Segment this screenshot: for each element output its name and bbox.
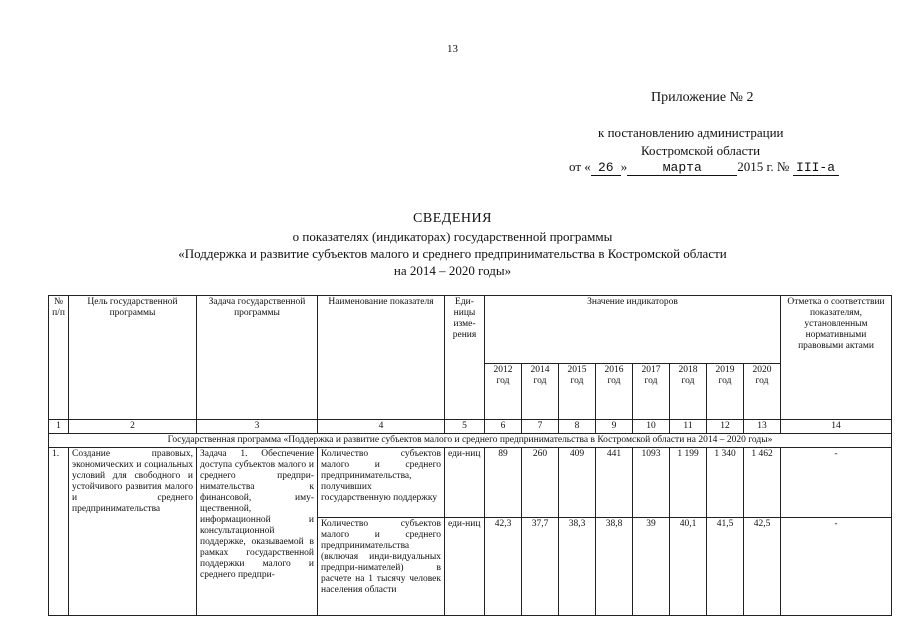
header-year: 2016 год [596, 364, 633, 420]
indicator-name: Количество субъектов малого и среднего предпринимательства (включая инди-видуальных предпри-нимателей) в расчете на 1 тысячу человек населения области [318, 518, 445, 616]
indicator-unit: еди-ниц [445, 518, 485, 616]
column-number: 13 [744, 420, 781, 434]
row-num: 1. [49, 448, 69, 616]
indicator-value: 37,7 [522, 518, 559, 616]
header-values-group: Значение индикаторов [485, 296, 781, 364]
indicator-value: 39 [633, 518, 670, 616]
header-indicator: Наименование показателя [318, 296, 445, 420]
task-cell: Задача 1. Обеспечение доступа субъектов малого и среднего предпри-нимательства к финансовой, иму-щественной, информационной и консультационной поддержке, оказываемой в рамках государственной поддержки малого и среднего предпри- [197, 448, 318, 616]
indicator-value: 41,5 [707, 518, 744, 616]
goal-cell: Создание правовых, экономических и социальных условий для свободного и устойчивого развития малого и среднего предпринимательства [69, 448, 197, 616]
document-title: СВЕДЕНИЯ [413, 211, 492, 226]
header-note: Отметка о соответствии показателям, установленным нормативными правовыми актами [781, 296, 892, 420]
indicator-value: 38,8 [596, 518, 633, 616]
column-number: 2 [69, 420, 197, 434]
date-day: 26 [591, 161, 621, 176]
indicators-table [48, 295, 892, 616]
header-unit: Еди-ницы изме-рения [445, 296, 485, 420]
indicator-note: - [781, 518, 892, 616]
column-number: 7 [522, 420, 559, 434]
indicator-note: - [781, 448, 892, 518]
indicator-value: 40,1 [670, 518, 707, 616]
indicator-value: 1 340 [707, 448, 744, 518]
header-num: № п/п [49, 296, 69, 420]
header-year: 2015 год [559, 364, 596, 420]
column-number: 14 [781, 420, 892, 434]
column-number: 11 [670, 420, 707, 434]
column-number: 10 [633, 420, 670, 434]
column-number: 6 [485, 420, 522, 434]
header-year: 2020 год [744, 364, 781, 420]
indicator-value: 42,5 [744, 518, 781, 616]
section-title: Государственная программа «Поддержка и развитие субъектов малого и среднего предпринимательства в Костромской области на 2014 – 2020 годы» [49, 434, 892, 448]
header-year: 2018 год [670, 364, 707, 420]
header-year: 2019 год [707, 364, 744, 420]
page-number: 13 [447, 43, 458, 55]
header-year: 2017 год [633, 364, 670, 420]
document-subtitle-line2: «Поддержка и развитие субъектов малого и среднего предпринимательства в Костромской области [178, 246, 727, 261]
decree-number: III-а [793, 161, 839, 176]
header-year: 2014 год [522, 364, 559, 420]
indicator-value: 441 [596, 448, 633, 518]
indicator-value: 42,3 [485, 518, 522, 616]
column-number: 8 [559, 420, 596, 434]
decree-date-line [569, 159, 839, 176]
column-number: 12 [707, 420, 744, 434]
document-subtitle-line1: о показателях (индикаторах) государственной программы [292, 229, 613, 244]
date-suffix: 2015 г. № [737, 159, 790, 174]
indicator-unit: еди-ниц [445, 448, 485, 518]
header-goal: Цель государственной программы [69, 296, 197, 420]
indicator-value: 260 [522, 448, 559, 518]
decree-reference-line1: к постановлению администрации [598, 125, 784, 140]
header-task: Задача государственной программы [197, 296, 318, 420]
indicator-name: Количество субъектов малого и среднего предпринимательства, получивших государственную поддержку [318, 448, 445, 518]
indicator-value: 89 [485, 448, 522, 518]
date-month: марта [627, 161, 737, 176]
column-number: 1 [49, 420, 69, 434]
date-mid: » [620, 159, 628, 174]
indicator-value: 1 462 [744, 448, 781, 518]
header-year: 2012 год [485, 364, 522, 420]
column-number: 9 [596, 420, 633, 434]
column-number: 3 [197, 420, 318, 434]
appendix-title: Приложение № 2 [651, 90, 754, 105]
decree-reference-line2: Костромской области [641, 143, 761, 158]
indicator-value: 1 199 [670, 448, 707, 518]
document-subtitle-line3: на 2014 – 2020 годы» [393, 263, 512, 278]
date-prefix: от « [569, 159, 591, 174]
indicator-value: 409 [559, 448, 596, 518]
column-number: 5 [445, 420, 485, 434]
indicator-value: 38,3 [559, 518, 596, 616]
indicator-value: 1093 [633, 448, 670, 518]
column-number: 4 [318, 420, 445, 434]
